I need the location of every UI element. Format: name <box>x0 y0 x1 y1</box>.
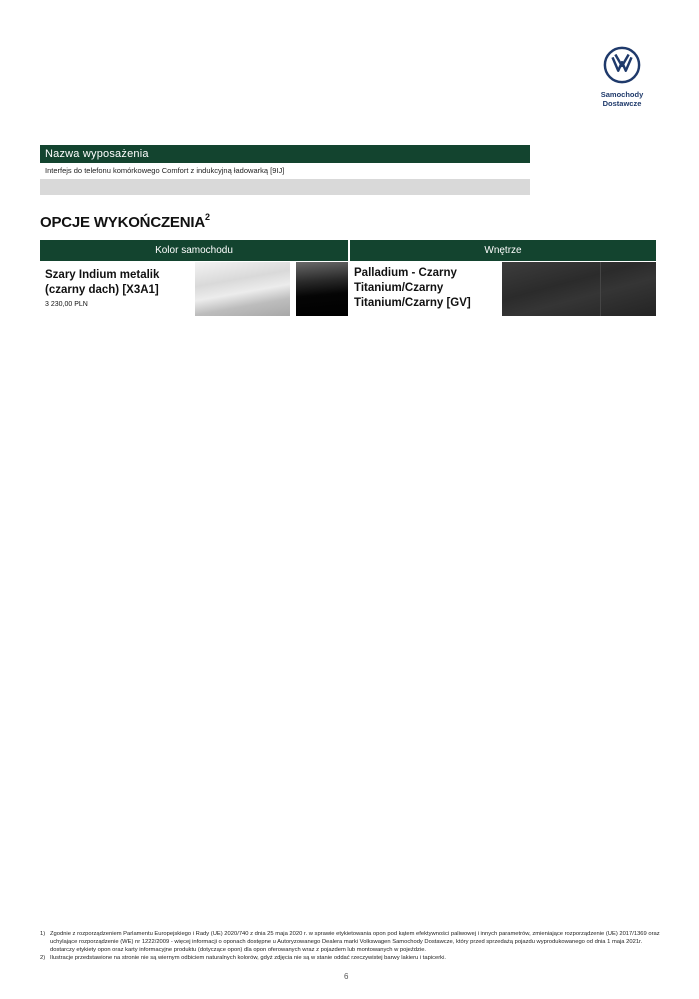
vw-logo <box>594 46 650 108</box>
footnote <box>40 954 660 962</box>
page-number: 6 <box>344 972 349 981</box>
interior-name: Palladium - Czarny Titanium/Czarny Titanium/Czarny [GV] <box>354 267 471 309</box>
vw-emblem-icon <box>603 46 641 84</box>
color-name: Szary Indium metalik (czarny dach) [X3A1] <box>45 269 160 296</box>
interior-swatch <box>502 262 656 316</box>
equipment-row-empty <box>40 179 530 195</box>
footnote-text: Zgodnie z rozporządzeniem Parlamentu Europejskiego i Rady (UE) 2020/740 z dnia 25 maja 2020 r. w sprawie etykietowania opon pod kątem efektywności paliwowej i innych parametrów, zmieniające rozporządzenie (UE) 2017/1369 oraz uchylające rozporządzenie (WE) nr 1222/2009 - więcej informacji o oponach dostępne u Autoryzowanego Dealera marki Volkswagen Samochody Dostawcze, który przed sprzedażą pojazdu wyprodukowanego od dnia 1 maja 2021r. dostarczy etykiety opon oraz karty informacyjne produktu (dotyczące opon) dla opon oferowanych wraz z pojazdem lub montowanych w pojeździe. <box>50 931 660 953</box>
footnote-text: Ilustracje przedstawione na stronie nie są wiernym odbiciem naturalnych kolorów, gdyż zdjęcia nie są w stanie oddać rzeczywistej barwy lakieru i tapicerki. <box>50 955 446 961</box>
equipment-table <box>40 145 530 195</box>
footnote-number: 2) <box>40 955 46 961</box>
section-title: OPCJE WYKOŃCZENIA$^2$ <box>40 212 210 231</box>
footnote <box>40 930 660 954</box>
footnotes <box>40 930 660 962</box>
equipment-row: Interfejs do telefonu komórkowego Comfort z indukcyjną ładowarką [9IJ] <box>45 166 285 175</box>
brand-name: Samochody Dostawcze <box>600 90 644 108</box>
color-price: 3 230,00 PLN <box>45 301 88 308</box>
interior-column-header: Wnętrze <box>350 240 656 261</box>
footnote-number: 1) <box>40 931 46 937</box>
equipment-header: Nazwa wyposażenia <box>40 145 530 163</box>
body-color-swatch <box>195 262 290 316</box>
roof-color-swatch <box>296 262 348 316</box>
color-column-header: Kolor samochodu <box>40 240 348 261</box>
upholstery-seam <box>600 262 601 316</box>
